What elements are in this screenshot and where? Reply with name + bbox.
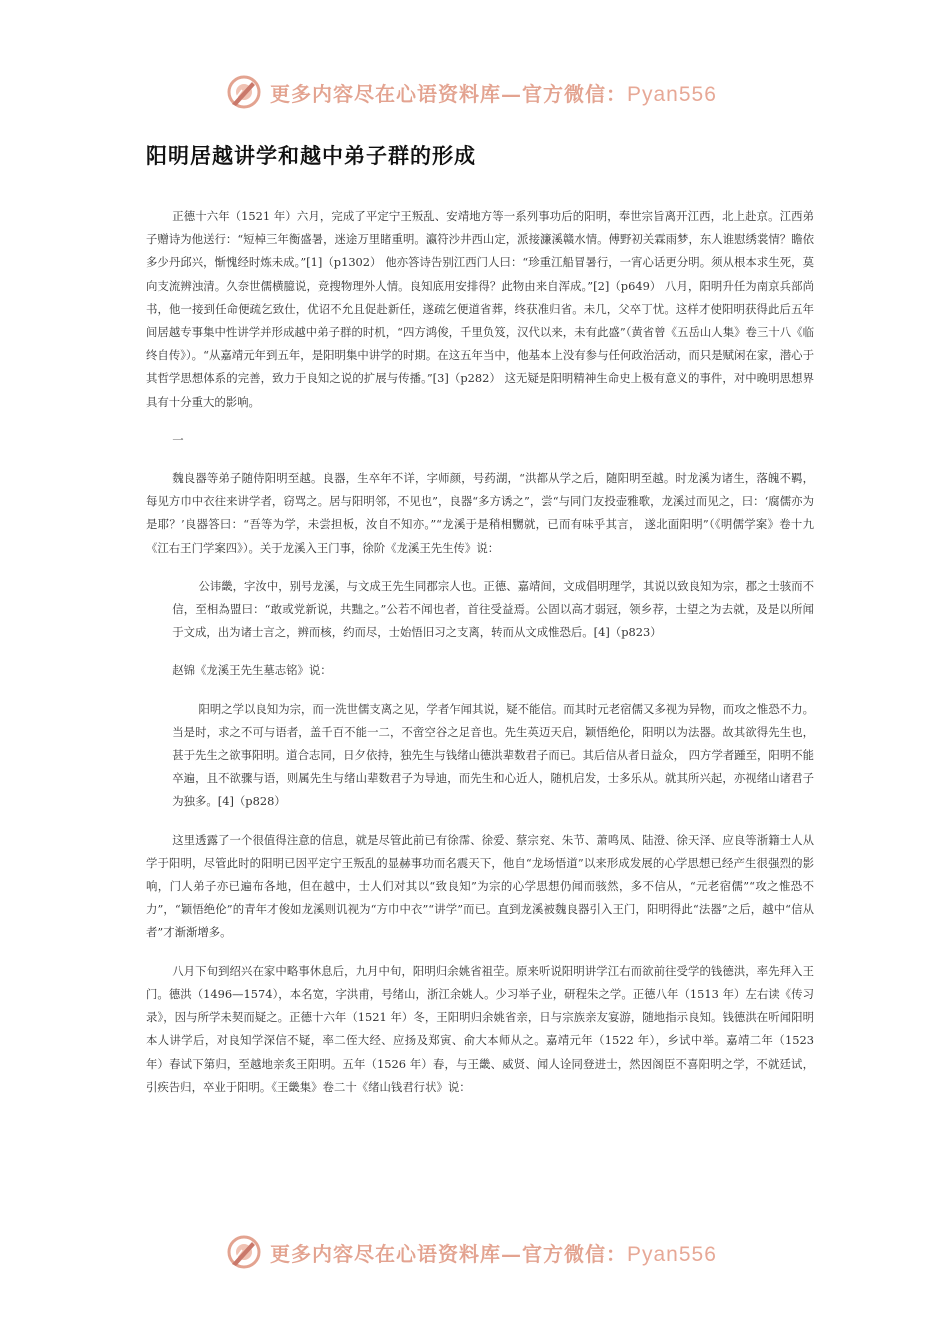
quote-zhao-jin: 阳明之学以良知为宗，而一洗世儒支离之见，学者乍闻其说，疑不能信。而其时元老宿儒又多视为异物，而攻之惟恐不力。当是时，求之不可与语者，盖千百不能一二，不啻空谷之足音也。先生英迈天启，颖悟绝伦，阳明以为法器。故其欲得先生也，甚于先生之欲事阳明。道合志同，日夕依持，独先生与钱绪山德洪辈数君子而已。其后信从者日益众， 四方学者踵至，阳明不能卒遍，且不欲骤与语，则属先生与绪山辈数君子为导迪，而先生和心近人，随机启发，士多乐从。就其所兴起，亦视绪山诸君子为独多。[4]（p828） — [172, 701, 814, 809]
quote-xu-jie: 公讳畿，字汝中，别号龙溪，与文成王先生同郡宗人也。正德、嘉靖间，文成倡明理学，其说以致良知为宗，郡之士骇而不信，至相為盟曰：“敢或党新说，共黜之。”公若不闻也者，首往受益焉。公固以高才弱冠，领乡荐，士望之为去就，及是以所闻于文成，出为诸士言之，辨而核，约而尽，士始悟旧习之支离，转而从文成惟恐后。[4]（p823） — [172, 578, 814, 640]
banner-main-text: 更多内容尽在心语资料库—官方微信： — [270, 1241, 627, 1266]
paragraph-zhao-jin-intro: 赵锦《龙溪王先生墓志铭》说： — [172, 663, 332, 678]
section-number: 一 — [172, 432, 184, 447]
banner-wechat-id: Pyan556 — [627, 1242, 717, 1266]
paragraph-wei-liangqi: 魏良器等弟子随侍阳明至越。良器，生卒年不详，字师颜，号药湖，“洪都从学之后，随阳明至越。时龙溪为诸生，落魄不羁，每见方巾中衣往来讲学者，窃骂之。居与阳明邻，不见也”，良器“多方诱之”，尝“与同门友投壶雅歌，龙溪过而见之，曰：‘腐儒亦为是耶？’良器答曰：“吾等为学，未尝担板，汝自不知亦。”“龙溪于是稍相嬲就，已而有味乎其言， 遂北面阳明”（《明儒学案》卷十九《江右王门学案四》）。关于龙溪入王门事，徐阶《龙溪王先生传》说： — [146, 471, 814, 555]
footer-watermark-banner — [226, 1232, 746, 1272]
brush-logo-icon — [226, 1234, 262, 1270]
paragraph-analysis: 这里透露了一个很值得注意的信息，就是尽管此前已有徐霈、徐爱、蔡宗兖、朱节、萧鸣凤、陆澄、徐天泽、应良等浙籍士人从学于阳明，尽管此时的阳明已因平定宁王叛乱的显赫事功而名震天下，他自“龙场悟道”以来形成发展的心学思想已经产生很强烈的影响，门人弟子亦已遍布各地，但在越中，士人们对其以“致良知”为宗的心学思想仍闻而骇然，多不信从，“元老宿儒”“攻之惟恐不力”，“颖悟绝伦”的青年才俊如龙溪则讥视为“方巾中衣”“讲学”而已。直到龙溪被魏良器引入王门，阳明得此“法器”之后，越中“信从者”才渐渐增多。 — [146, 832, 814, 940]
banner-text — [270, 1238, 717, 1267]
banner-main-text: 更多内容尽在心语资料库—官方微信： — [270, 81, 627, 106]
article-body — [146, 205, 814, 1114]
article-title: 阳明居越讲学和越中弟子群的形成 — [146, 144, 476, 168]
paragraph-intro: 正德十六年（1521 年）六月，完成了平定宁王叛乱、安靖地方等一系列事功后的阳明，奉世宗旨离开江西，北上赴京。江西弟子赠诗为他送行：“短棹三年衡盛暑，迷途万里睹重明。瀛符沙井西山定，派接濂溪赣水情。傅野初关霖雨梦，东人谁慰绣裳情？瞻依多少丹邱兴，惭愧经时炼未成。”[1]（p1302） 他亦答诗告别江西门人曰：“珍重江船冒暑行，一宵心话更分明。须从根本求生死，莫向支流辨浊清。久奈世儒横臆说，竞搜物理外人情。良知底用安排得？此物由来自浑成。”[2]（p649） 八月，阳明升任为南京兵部尚书，他一接到任命便疏乞致仕，优诏不允且促赴新任，遂疏乞便道省葬，终获准归省。未几，父卒丁忧。这样才使阳明获得此后五年间居越专事集中性讲学并形成越中弟子群的时机，“四方鸿俊，千里负笈，汉代以来，未有此盛”（黄省曾《五岳山人集》卷三十八《临终自传》）。“从嘉靖元年到五年，是阳明集中讲学的时期。在这五年当中，他基本上没有参与任何政治活动，而只是赋闲在家，潜心于其哲学思想体系的完善，致力于良知之说的扩展与传播。”[3]（p282） 这无疑是阳明精神生命史上极有意义的事件，对中晚明思想界具有十分重大的影响。 — [146, 209, 814, 409]
brush-logo-icon — [226, 74, 262, 110]
paragraph-qian-dehong: 八月下旬到绍兴在家中略事休息后，九月中旬，阳明归余姚省祖茔。原来听说阳明讲学江右而欲前往受学的钱德洪，率先拜入王门。德洪（1496—1574），本名宽，字洪甫，号绪山，浙江余姚人。少习举子业，研程朱之学。正德八年（1513 年）左右读《传习录》，因与所学未契而疑之。正德十六年（1521 年）冬，王阳明归余姚省亲，日与宗族亲友宴游，随地指示良知。钱德洪在听闻阳明本人讲学后，对良知学深信不疑，率二侄大经、应扬及郑寅、俞大本师从之。嘉靖元年（1522 年），乡试中举。嘉靖二年（1523 年）春试下第归，至越地亲炙王阳明。五年（1526 年）春，与王畿、威贤、闻人诠同登进士，然因阁臣不喜阳明之学，不就廷试，引疾告归，卒业于阳明。《王畿集》卷二十《绪山钱君行状》说： — [146, 963, 814, 1094]
banner-text — [270, 78, 717, 107]
banner-wechat-id: Pyan556 — [627, 82, 717, 106]
header-watermark-banner — [226, 72, 746, 112]
